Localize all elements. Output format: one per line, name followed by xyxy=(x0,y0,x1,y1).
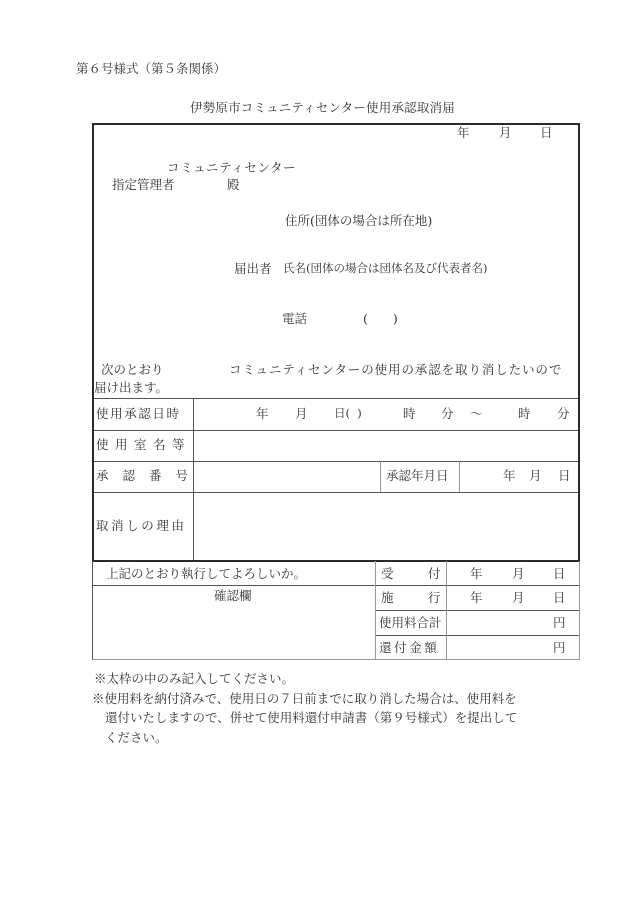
phone-label: 電話 xyxy=(282,311,308,326)
date-year-label: 年 xyxy=(457,125,470,140)
addressee-honorific: 殿 xyxy=(227,177,240,192)
fee-total-unit: 円 xyxy=(553,615,566,630)
statement-line2: 届け出ます。 xyxy=(94,380,169,395)
statement-text: コミュニティセンターの使用の承認を取り消したいので xyxy=(229,362,563,377)
column-divider xyxy=(375,561,376,660)
row-divider xyxy=(375,610,579,611)
approval-number-field[interactable] xyxy=(196,462,378,491)
executed-label-b: 行 xyxy=(428,590,441,605)
received-month: 月 xyxy=(512,566,525,581)
usage-year[interactable]: 年 xyxy=(256,406,269,421)
usage-datetime-label: 使用承認日時 xyxy=(96,406,181,421)
usage-end-hour[interactable]: 時 xyxy=(518,406,531,421)
room-name-field[interactable] xyxy=(196,431,576,460)
column-divider xyxy=(380,461,381,492)
refund-unit: 円 xyxy=(553,640,566,655)
usage-day[interactable]: 日( ) xyxy=(334,406,362,420)
note-2-line-3: ください。 xyxy=(105,729,168,745)
row-divider xyxy=(92,585,579,586)
date-day-label: 日 xyxy=(540,125,553,140)
executed-label-a: 施 xyxy=(381,590,394,605)
column-divider xyxy=(459,461,460,492)
fee-total-label: 使用料合計 xyxy=(379,615,442,630)
tilde-separator: ～ xyxy=(470,406,483,421)
form-number: 第６号様式（第５条関係） xyxy=(76,61,227,76)
form-title: 伊勢原市コミュニティセンター使用承認取消届 xyxy=(190,100,455,115)
approval-month[interactable]: 月 xyxy=(529,468,542,483)
reason-field[interactable] xyxy=(196,494,576,558)
executed-year: 年 xyxy=(470,590,483,605)
approval-date-label: 承認年月日 xyxy=(386,468,449,483)
addressee-manager: 指定管理者 xyxy=(112,177,175,192)
refund-label: 還付金額 xyxy=(379,640,440,655)
room-name-label: 使用室名等 xyxy=(96,437,192,452)
confirm-label: 確認欄 xyxy=(214,588,252,603)
received-day: 日 xyxy=(553,566,566,581)
executed-month: 月 xyxy=(512,590,525,605)
row-divider xyxy=(94,492,578,493)
note-1: ※太枠の中のみ記入してください。 xyxy=(94,671,295,686)
name-label: 氏名(団体の場合は団体名及び代表者名) xyxy=(283,261,488,275)
row-divider xyxy=(375,635,579,636)
approval-number-label: 承認番号 xyxy=(96,468,203,483)
received-year: 年 xyxy=(470,566,483,581)
approval-day[interactable]: 日 xyxy=(558,468,571,483)
submitter-label: 届出者 xyxy=(234,261,272,276)
address-label: 住所(団体の場合は所在地) xyxy=(285,213,433,228)
received-label-a: 受 xyxy=(381,566,394,581)
received-label-b: 付 xyxy=(428,566,441,581)
approval-year[interactable]: 年 xyxy=(503,468,516,483)
phone-parens: ( ) xyxy=(363,311,398,326)
note-2-line-2: 還付いたしますので、併せて使用料還付申請書（第９号様式）を提出して xyxy=(105,710,518,725)
addressee-center: コミュニティセンター xyxy=(167,160,297,175)
note-2-line-1: ※使用料を納付済みで、使用日の７日前までに取り消した場合は、使用料を xyxy=(92,690,517,706)
date-month-label: 月 xyxy=(499,125,512,140)
column-divider xyxy=(446,561,447,660)
usage-start-minute[interactable]: 分 xyxy=(441,406,454,421)
notes xyxy=(92,669,582,747)
row-divider xyxy=(94,398,578,399)
statement-prefix: 次のとおり xyxy=(101,362,164,377)
usage-month[interactable]: 月 xyxy=(295,406,308,421)
executed-day: 日 xyxy=(553,590,566,605)
execute-approval-text: 上記のとおり執行してよろしいか。 xyxy=(106,566,307,581)
reason-label: 取消しの理由 xyxy=(96,518,187,533)
usage-end-minute[interactable]: 分 xyxy=(557,406,570,421)
usage-start-hour[interactable]: 時 xyxy=(403,406,416,421)
